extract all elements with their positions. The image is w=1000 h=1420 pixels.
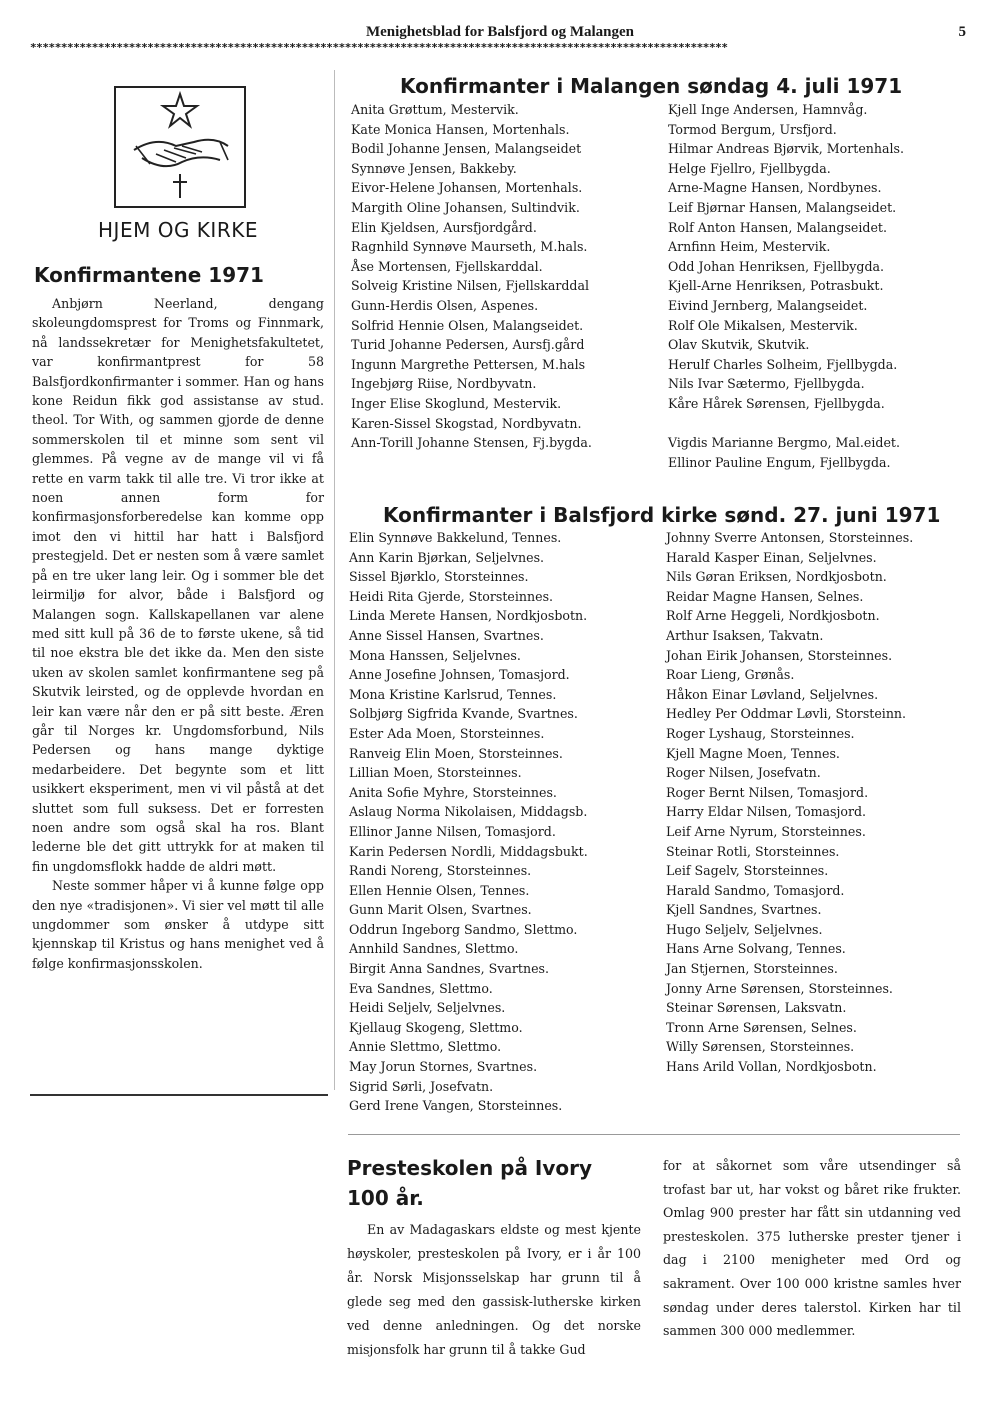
confirmand-entry: Karen-Sissel Skogstad, Nordbyvatn.	[351, 415, 582, 431]
confirmand-entry: Gunn-Herdis Olsen, Aspenes.	[351, 297, 539, 313]
handshake-cross-icon	[116, 88, 244, 206]
confirmand-entry: Kate Monica Hansen, Mortenhals.	[351, 121, 570, 137]
ivory-paragraph: for at såkornet som våre utsendinger så trofast bar ut, har vokst og båret rike frukter. Omlag 900 prester har fått sin utdanning ved presteskolen. 375 lutherske prester tjener i dag i 2100 menigheter med Ord og sakrament. Over 100 000 kristne samles hver søndag under deres talerstol. Kirken har til sammen 300 000 medlemmer.	[663, 1158, 961, 1339]
article-title: Konfirmantene 1971	[34, 263, 264, 287]
confirmand-entry: Randi Noreng, Storsteinnes.	[349, 863, 532, 879]
article-paragraph: Neste sommer håper vi å kunne følge opp den nye «tradisjonen». Vi sier vel møtt til alle ungdommer som ønsker å utdype sitt kjennskap til Kristus og hans menighet ved å følge konfirmasjonsskolen.	[32, 878, 324, 971]
confirmand-entry: Mona Kristine Karlsrud, Tennes.	[349, 686, 557, 702]
malangen-boys-list	[668, 100, 904, 472]
confirmand-entry: Ranveig Elin Moen, Storsteinnes.	[349, 745, 563, 761]
confirmand-entry: Lillian Moen, Storsteinnes.	[349, 765, 522, 781]
confirmand-entry: Ellinor Janne Nilsen, Tomasjord.	[349, 823, 556, 839]
confirmand-entry: Kjell-Arne Henriksen, Potrasbukt.	[668, 278, 884, 294]
confirmand-entry: Ester Ada Moen, Storsteinnes.	[349, 725, 545, 741]
confirmand-entry: Turid Johanne Pedersen, Aursfj.gård	[351, 337, 585, 353]
confirmand-entry: Synnøve Jensen, Bakkeby.	[351, 160, 517, 176]
page-number: 5	[958, 24, 966, 40]
confirmand-entry: Åse Mortensen, Fjellskarddal.	[351, 258, 543, 274]
confirmand-entry: Jonny Arne Sørensen, Storsteinnes.	[666, 980, 893, 996]
confirmand-entry: Bodil Johanne Jensen, Malangseidet	[351, 141, 582, 157]
ivory-paragraph: En av Madagaskars eldste og mest kjente høyskoler, presteskolen på Ivory, er i år 100 år. Norsk Misjonsselskap har grunn til å glede seg med den gassisk-lutherske kirken ved denne anledningen. Og det norske misjonsfolk har grunn til å takke Gud	[347, 1222, 641, 1357]
confirmand-entry: Rolf Anton Hansen, Malangseidet.	[668, 219, 887, 235]
confirmand-entry: Gerd Irene Vangen, Storsteinnes.	[349, 1098, 563, 1114]
confirmand-entry: Inger Elise Skoglund, Mestervik.	[351, 395, 562, 411]
balsfjord-section-title: Konfirmanter i Balsfjord kirke sønd. 27. juni 1971	[383, 503, 941, 527]
confirmand-entry: Kjell Magne Moen, Tennes.	[666, 745, 840, 761]
confirmand-entry: Anita Grøttum, Mestervik.	[351, 102, 519, 117]
confirmand-entry: Hans Arild Vollan, Nordkjosbotn.	[666, 1059, 877, 1075]
confirmand-entry: Annhild Sandnes, Slettmo.	[349, 941, 519, 957]
confirmand-entry: Olav Skutvik, Skutvik.	[668, 337, 810, 353]
ivory-article-col2	[663, 1154, 961, 1343]
confirmand-entry: Harald Kasper Einan, Seljelvnes.	[666, 549, 877, 565]
confirmand-entry: Arnfinn Heim, Mestervik.	[668, 239, 831, 255]
confirmand-entry: Oddrun Ingeborg Sandmo, Slettmo.	[349, 921, 578, 937]
confirmand-entry: Linda Merete Hansen, Nordkjosbotn.	[349, 608, 588, 624]
confirmand-entry: Ingebjørg Riise, Nordbyvatn.	[351, 376, 537, 392]
article-body	[32, 294, 324, 973]
confirmand-entry: Helge Fjellro, Fjellbygda.	[668, 160, 831, 176]
confirmand-entry: Eivind Jernberg, Malangseidet.	[668, 297, 868, 313]
star-divider: *****************************************************************************************************************	[30, 41, 728, 54]
confirmand-entry: Willy Sørensen, Storsteinnes.	[666, 1039, 855, 1055]
confirmand-entry: Aslaug Norma Nikolaisen, Middagsb.	[349, 804, 588, 820]
confirmand-entry: Annie Slettmo, Slettmo.	[349, 1039, 502, 1055]
confirmand-entry: Hedley Per Oddmar Løvli, Storsteinn.	[666, 706, 907, 722]
balsfjord-girls-list	[349, 528, 588, 1116]
confirmand-entry: Eva Sandnes, Slettmo.	[349, 980, 493, 996]
confirmand-entry: Heidi Rita Gjerde, Storsteinnes.	[349, 588, 554, 604]
confirmand-entry: Anita Sofie Myhre, Storsteinnes.	[349, 784, 557, 800]
confirmand-entry: Hilmar Andreas Bjørvik, Mortenhals.	[668, 141, 905, 157]
confirmand-entry: Leif Bjørnar Hansen, Malangseidet.	[668, 199, 897, 215]
confirmand-entry: Rolf Ole Mikalsen, Mestervik.	[668, 317, 858, 333]
malangen-girls-list	[351, 100, 592, 453]
confirmand-entry	[668, 414, 904, 434]
confirmand-entry: Eivor-Helene Johansen, Mortenhals.	[351, 180, 583, 196]
confirmand-entry: Roger Lyshaug, Storsteinnes.	[666, 725, 855, 741]
confirmand-entry: Ellinor Pauline Engum, Fjellbygda.	[668, 454, 891, 470]
confirmand-entry: Solbjørg Sigfrida Kvande, Svartnes.	[349, 706, 578, 722]
confirmand-entry: Nils Gøran Eriksen, Nordkjosbotn.	[666, 569, 887, 585]
confirmand-entry: Johnny Sverre Antonsen, Storsteinnes.	[666, 530, 914, 545]
ivory-article-col1	[347, 1218, 641, 1362]
confirmand-entry: Heidi Seljelv, Seljelvnes.	[349, 1000, 506, 1016]
confirmand-entry: Solveig Kristine Nilsen, Fjellskarddal	[351, 278, 590, 294]
confirmand-entry: Kjell Sandnes, Svartnes.	[666, 902, 822, 918]
confirmand-entry: Johan Eirik Johansen, Storsteinnes.	[666, 647, 893, 663]
confirmand-entry: Odd Johan Henriksen, Fjellbygda.	[668, 258, 885, 274]
confirmand-entry: Harry Eldar Nilsen, Tomasjord.	[666, 804, 867, 820]
hjem-og-kirke-logo	[114, 86, 246, 208]
confirmand-entry: Elin Kjeldsen, Aursfjordgård.	[351, 219, 537, 235]
malangen-section-title: Konfirmanter i Malangen søndag 4. juli 1971	[400, 74, 903, 98]
confirmand-entry: Roger Nilsen, Josefvatn.	[666, 765, 821, 781]
confirmand-entry: Solfrid Hennie Olsen, Malangseidet.	[351, 317, 584, 333]
confirmand-entry: Ellen Hennie Olsen, Tennes.	[349, 882, 530, 898]
confirmand-entry: Birgit Anna Sandnes, Svartnes.	[349, 961, 549, 977]
confirmand-entry: Leif Arne Nyrum, Storsteinnes.	[666, 823, 866, 839]
confirmand-entry: Leif Sagelv, Storsteinnes.	[666, 863, 829, 879]
article-paragraph: Anbjørn Neerland, dengang skoleungdomsprest for Troms og Finnmark, nå landssekretær for Menighetsfakultetet, var konfirmantprest for 58 Balsfjordkonfirmanter i sommer. Han og hans kone Reidun fikk god assistanse av stud. theol. Tor With, og sammen gjorde de denne sommerskolen til et minne som sent vil glemmes. På vegne av de mange vil vi få rette en varm takk til alle tre. Vi tror ikke at noen annen form for konfirmasjonsforberedelse kan komme opp imot den vi hittil har hatt i Balsfjord prestegjeld. Det er nesten som å være samlet på en tre uker lang leir. Og i sommer ble det leirmiljø for alvor, både i Balsfjord og Malangen sogn. Kallskapellanen var alene med sitt kull på 36 de to første ukene, så tid til noe ekstra ble det ikke da. Men den siste uken av skolen samlet konfirmantene seg på Skutvik leirsted, og de opplevde hvordan en leir kan være når den er på sitt beste. Æren går til Norges kr. Ungdomsforbund, Nils Pedersen og hans mange dyktige medarbeidere. Det begynte som et litt usikkert eksperiment, men vi vil påstå at det sluttet som full suksess. Det er forresten noen andre som også skal ha ros. Blant lederne ble det gitt uttrykk for at maken til fin ungdomsflokk hadde de aldri møtt.	[32, 296, 324, 874]
confirmand-entry: Karin Pedersen Nordli, Middagsbukt.	[349, 843, 588, 859]
confirmand-entry: Sigrid Sørli, Josefvatn.	[349, 1078, 494, 1094]
confirmand-entry: Nils Ivar Sætermo, Fjellbygda.	[668, 376, 865, 392]
confirmand-entry: Hugo Seljelv, Seljelvnes.	[666, 921, 823, 937]
confirmand-entry: Elin Synnøve Bakkelund, Tennes.	[349, 530, 562, 545]
confirmand-entry: Vigdis Marianne Bergmo, Mal.eidet.	[668, 435, 900, 451]
confirmand-entry: Herulf Charles Solheim, Fjellbygda.	[668, 356, 898, 372]
article-end-rule	[30, 1094, 328, 1096]
confirmand-entry: Anne Josefine Johnsen, Tomasjord.	[349, 667, 570, 683]
logo-title: HJEM OG KIRKE	[98, 218, 258, 242]
confirmand-entry: Kjellaug Skogeng, Slettmo.	[349, 1019, 523, 1035]
confirmand-entry: Kjell Inge Andersen, Hamnvåg.	[668, 102, 868, 117]
confirmand-entry: Hans Arne Solvang, Tennes.	[666, 941, 846, 957]
confirmand-entry: Reidar Magne Hansen, Selnes.	[666, 588, 864, 604]
confirmand-entry: Steinar Rotli, Storsteinnes.	[666, 843, 840, 859]
confirmand-entry: Sissel Bjørklo, Storsteinnes.	[349, 569, 529, 585]
confirmand-entry: Ann-Torill Johanne Stensen, Fj.bygda.	[351, 435, 592, 451]
confirmand-entry: Harald Sandmo, Tomasjord.	[666, 882, 845, 898]
confirmand-entry: Mona Hanssen, Seljelvnes.	[349, 647, 521, 663]
confirmand-entry: Rolf Arne Heggeli, Nordkjosbotn.	[666, 608, 880, 624]
column-divider	[334, 70, 335, 1090]
confirmand-entry: Ann Karin Bjørkan, Seljelvnes.	[349, 549, 545, 565]
confirmand-entry: May Jorun Stornes, Svartnes.	[349, 1059, 538, 1075]
confirmand-entry: Roar Lieng, Grønås.	[666, 667, 795, 683]
confirmand-entry: Ingunn Margrethe Pettersen, M.hals	[351, 356, 586, 372]
newsletter-header-title: Menighetsblad for Balsfjord og Malangen	[365, 24, 635, 40]
balsfjord-boys-list	[666, 528, 913, 1077]
confirmand-entry: Margith Oline Johansen, Sultindvik.	[351, 199, 580, 215]
confirmand-entry: Anne Sissel Hansen, Svartnes.	[349, 627, 544, 643]
confirmand-entry: Steinar Sørensen, Laksvatn.	[666, 1000, 847, 1016]
ivory-article-title: Presteskolen på Ivory 100 år.	[347, 1156, 593, 1210]
confirmand-entry: Arne-Magne Hansen, Nordbynes.	[668, 180, 882, 196]
confirmand-entry: Jan Stjernen, Storsteinnes.	[666, 961, 838, 977]
confirmand-entry: Ragnhild Synnøve Maurseth, M.hals.	[351, 239, 588, 255]
confirmand-entry: Roger Bernt Nilsen, Tomasjord.	[666, 784, 869, 800]
confirmand-entry: Arthur Isaksen, Takvatn.	[666, 627, 824, 643]
confirmand-entry: Gunn Marit Olsen, Svartnes.	[349, 902, 532, 918]
confirmand-entry: Kåre Hårek Sørensen, Fjellbygda.	[668, 395, 885, 411]
section-rule	[348, 1134, 960, 1135]
confirmand-entry: Tormod Bergum, Ursfjord.	[668, 121, 837, 137]
confirmand-entry: Tronn Arne Sørensen, Selnes.	[666, 1019, 857, 1035]
confirmand-entry: Håkon Einar Løvland, Seljelvnes.	[666, 686, 879, 702]
